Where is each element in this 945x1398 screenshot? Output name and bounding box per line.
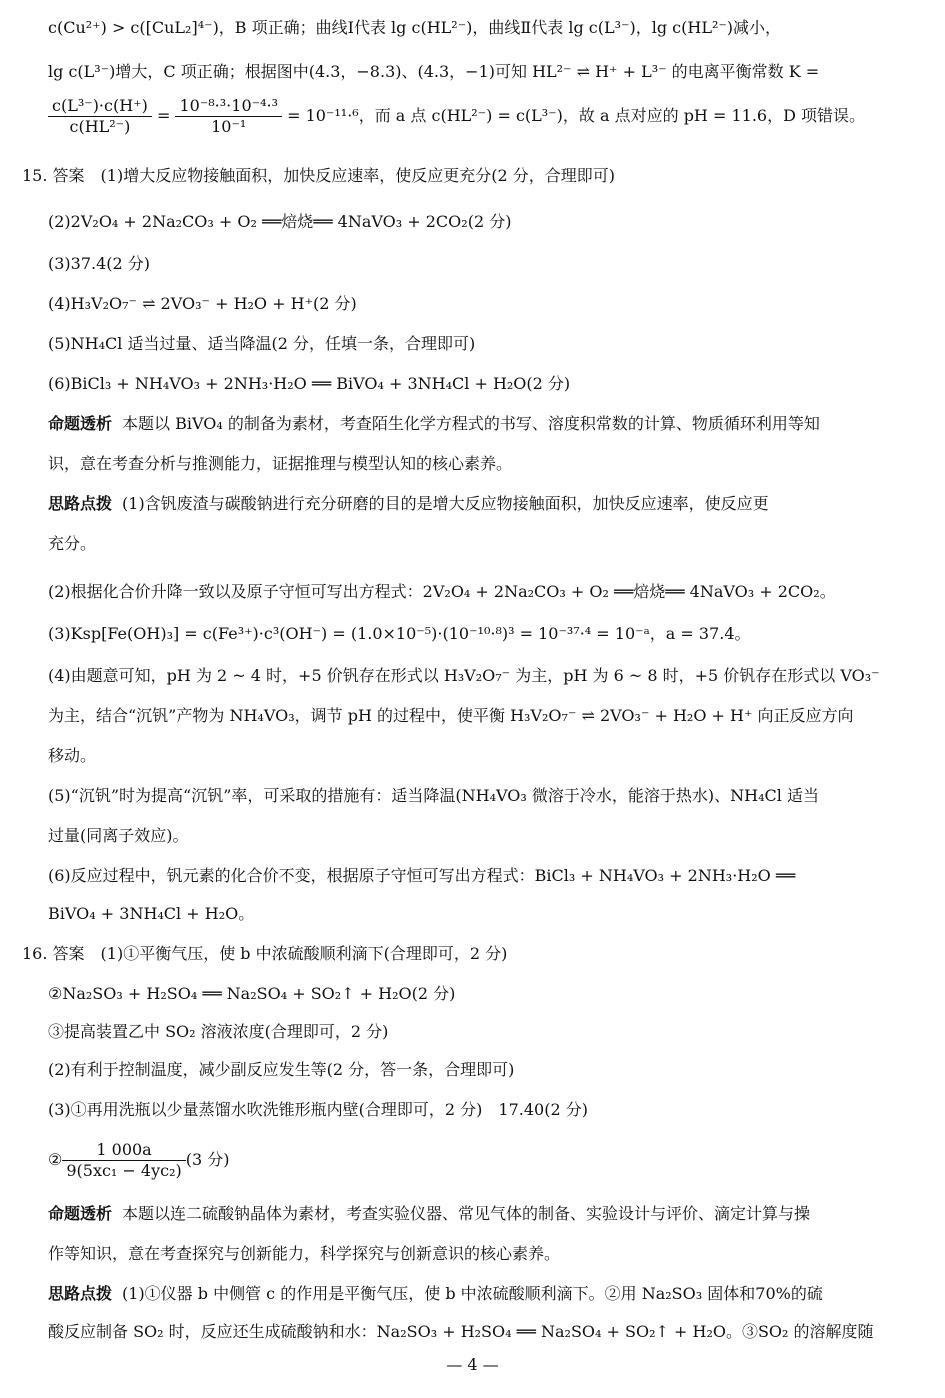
text-line: (5)NH₄Cl 适当过量、适当降温(2 分，任填一条，合理即可) [48,334,476,353]
text-line: 过量(同离子效应)。 [48,826,189,845]
text-line: (6)反应过程中，钒元素的化合价不变，根据原子守恒可写出方程式：BiCl₃ + NH₄VO₃ + 2NH₃·H₂O ══ [48,866,796,885]
text-line: BiVO₄ + 3NH₄Cl + H₂O。 [48,904,255,923]
text-line: (3)37.4(2 分) [48,254,151,273]
fraction: $\frac{\text{c(L³⁻)·c(H⁺)}}{\text{c(HL²⁻)}}$ [48,96,152,137]
text-line: 思路点拨 (1)①仪器 b 中侧管 c 的作用是平衡气压，使 b 中浓硫酸顺利滴下。②用 Na₂SO₃ 固体和70%的硫 [48,1284,823,1303]
section-label: 思路点拨 [48,494,113,513]
text-line: (4)H₃V₂O₇⁻ ⇌ 2VO₃⁻ + H₂O + H⁺(2 分) [48,294,357,313]
text-line: 命题透析 本题以连二硫酸钠晶体为素材，考查实验仪器、常见气体的制备、实验设计与评价、滴定计算与操 [48,1204,811,1223]
fraction: $\frac{1 000a}{\text{9(5xc₁ − 4yc₂)}}$ [62,1140,185,1181]
text-line: (3)①再用洗瓶以少量蒸馏水吹洗锥形瓶内壁(合理即可，2 分) 17.40(2 分) [48,1100,588,1119]
text-line: 命题透析 本题以 BiVO₄ 的制备为素材，考查陌生化学方程式的书写、溶度积常数的计算、物质循环利用等知 [48,414,820,433]
text-line: 充分。 [48,534,97,553]
equilibrium-constant-line: $\frac{\text{c(L³⁻)·c(H⁺)}}{\text{c(HL²⁻)}}$ = $\frac{\text{10⁻⁸·³·10⁻⁴·³}}{\text{10⁻¹}}$ = 10⁻¹¹·⁶，而 a 点 c(HL²⁻) = c(L³⁻)，故 a 点对应的 pH = 11.6，D 项错误。 [48,96,923,137]
answer-heading: 15. 答案 (1)增大反应物接触面积，加快反应速率，使反应更充分(2 分，合理即可) [22,166,615,185]
text-line: 思路点拨 (1)含钒废渣与碳酸钠进行充分研磨的目的是增大反应物接触面积，加快反应速率，使反应更 [48,494,769,513]
text-line: (5)“沉钒”时为提高“沉钒”率，可采取的措施有：适当降温(NH₄VO₃ 微溶于冷水，能溶于热水)、NH₄Cl 适当 [48,786,819,805]
text-line: lg c(L³⁻)增大，C 项正确；根据图中(4.3，−8.3)、(4.3，−1)可知 HL²⁻ ⇌ H⁺ + L³⁻ 的电离平衡常数 K = [48,62,820,81]
text-line: 酸反应制备 SO₂ 时，反应还生成硫酸钠和水：Na₂SO₃ + H₂SO₄ ══ Na₂SO₄ + SO₂↑ + H₂O。③SO₂ 的溶解度随 [48,1322,874,1341]
section-label: 命题透析 [48,1204,113,1223]
answer-fraction-line: ② $\frac{1 000a}{\text{9(5xc₁ − 4yc₂)}}$ (3 分) [48,1140,230,1180]
text-line: (2)根据化合价升降一致以及原子守恒可写出方程式：2V₂O₄ + 2Na₂CO₃ + O₂ ══焙烧══ 4NaVO₃ + 2CO₂。 [48,582,836,601]
text-line: 作等知识，意在考查探究与创新能力，科学探究与创新意识的核心素养。 [48,1244,561,1263]
text-line: 识，意在考查分析与推测能力，证据推理与模型认知的核心素养。 [48,454,513,473]
text-line: (6)BiCl₃ + NH₄VO₃ + 2NH₃·H₂O ══ BiVO₄ + 3NH₄Cl + H₂O(2 分) [48,374,571,393]
text-line: ②Na₂SO₃ + H₂SO₄ ══ Na₂SO₄ + SO₂↑ + H₂O(2 分) [48,984,456,1003]
text-line: (4)由题意可知，pH 为 2 ~ 4 时，+5 价钒存在形式以 H₃V₂O₇⁻ 为主，pH 为 6 ~ 8 时，+5 价钒存在形式以 VO₃⁻ [48,666,880,685]
fraction: $\frac{\text{10⁻⁸·³·10⁻⁴·³}}{\text{10⁻¹}}$ [175,96,282,137]
text-line: (2)2V₂O₄ + 2Na₂CO₃ + O₂ ══焙烧══ 4NaVO₃ + 2CO₂(2 分) [48,212,512,231]
text-line: 移动。 [48,746,97,765]
text-line: c(Cu²⁺) > c([CuL₂]⁴⁻)，B 项正确；曲线Ⅰ代表 lg c(HL²⁻)，曲线Ⅱ代表 lg c(L³⁻)，lg c(HL²⁻)减小， [48,18,782,37]
text-line: ③提高装置乙中 SO₂ 溶液浓度(合理即可，2 分) [48,1022,389,1041]
answer-heading: 16. 答案 (1)①平衡气压，使 b 中浓硫酸顺利滴下(合理即可，2 分) [22,944,508,963]
text-line: (2)有利于控制温度，减少副反应发生等(2 分，答一条，合理即可) [48,1060,515,1079]
section-label: 思路点拨 [48,1284,113,1303]
section-label: 命题透析 [48,414,113,433]
text-line: (3)Ksp[Fe(OH)₃] = c(Fe³⁺)·c³(OH⁻) = (1.0×10⁻⁵)·(10⁻¹⁰·⁸)³ = 10⁻³⁷·⁴ = 10⁻ᵃ，a = 37.4。 [48,624,751,643]
page-number: — 4 — [446,1355,499,1374]
text-line: 为主，结合“沉钒”产物为 NH₄VO₃，调节 pH 的过程中，使平衡 H₃V₂O₇⁻ ⇌ 2VO₃⁻ + H₂O + H⁺ 向正反应方向 [48,706,854,725]
